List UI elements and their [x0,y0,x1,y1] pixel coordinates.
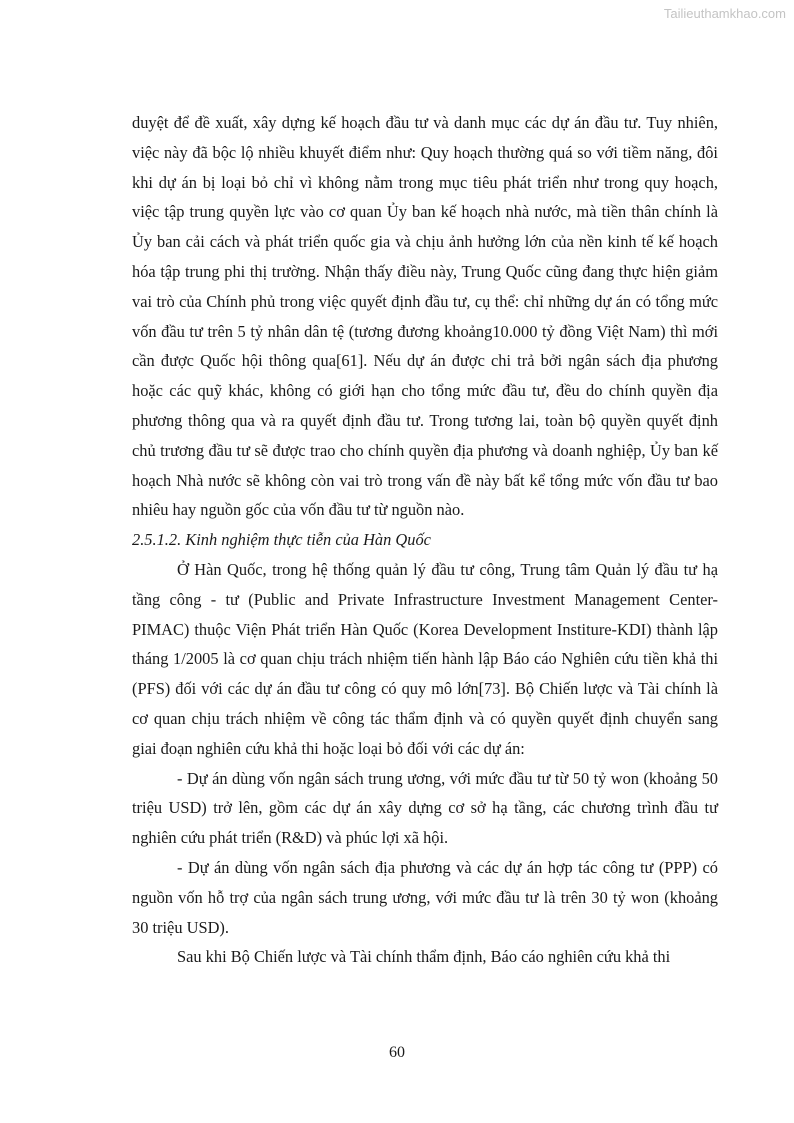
section-heading: 2.5.1.2. Kinh nghiệm thực tiễn của Hàn Quốc [132,530,431,550]
watermark-text: Tailieuthamkhao.com [663,6,786,21]
document-body [132,108,718,972]
page-number: 60 [389,1044,405,1061]
paragraph-bullet-local-budget: - Dự án dùng vốn ngân sách địa phương và các dự án hợp tác công tư (PPP) có nguồn vốn hỗ trợ của ngân sách trung ương, với mức đầu tư là trên 30 tỷ won (khoảng 30 triệu USD). [132,857,718,937]
paragraph-after-appraisal: Sau khi Bộ Chiến lược và Tài chính thẩm định, Báo cáo nghiên cứu khả thi [177,947,671,967]
paragraph-china-continued: duyệt để đề xuất, xây dựng kế hoạch đầu tư và danh mục các dự án đầu tư. Tuy nhiên, việc này đã bộc lộ nhiều khuyết điểm như: Quy hoạch thường quá so với tiềm năng, đôi khi dự án bị loại bỏ chỉ vì không nằm trong mục tiêu phát triển như trong quy hoạch, việc tập trung quyền lực vào cơ quan Ủy ban kế hoạch nhà nước, mà tiền thân chính là Ủy ban cải cách và phát triển quốc gia và chịu ảnh hưởng lớn của nền kinh tế kế hoạch hóa tập trung phi thị trường. Nhận thấy điều này, Trung Quốc cũng đang thực hiện giảm vai trò của Chính phủ trong việc quyết định đầu tư, cụ thể: chỉ những dự án có tổng mức vốn đầu tư trên 5 tỷ nhân dân tệ (tương đương khoảng10.000 tỷ đồng Việt Nam) thì mới cần được Quốc hội thông qua[61]. Nếu dự án được chi trả bởi ngân sách địa phương hoặc các quỹ khác, không có giới hạn cho tổng mức đầu tư, đều do chính quyền địa phương thông qua và ra quyết định đầu tư. Trong tương lai, toàn bộ quyền quyết định chủ trương đầu tư sẽ được trao cho chính quyền địa phương và doanh nghiệp, Ủy ban kế hoạch Nhà nước sẽ không còn vai trò trong vấn đề này bất kể tổng mức vốn đầu tư bao nhiêu hay nguồn gốc của vốn đầu tư từ nguồn nào. [132,113,718,520]
paragraph-bullet-central-budget: - Dự án dùng vốn ngân sách trung ương, với mức đầu tư từ 50 tỷ won (khoảng 50 triệu USD) trở lên, gồm các dự án xây dựng cơ sở hạ tầng, các chương trình đầu tư nghiên cứu phát triển (R&D) và phúc lợi xã hội. [132,768,718,848]
paragraph-korea-intro: Ở Hàn Quốc, trong hệ thống quản lý đầu tư công, Trung tâm Quản lý đầu tư hạ tầng công - tư (Public and Private Infrastructure Investment Management Center-PIMAC) thuộc Viện Phát triển Hàn Quốc (Korea Development Institure-KDI) thành lập tháng 1/2005 là cơ quan chịu trách nhiệm tiến hành lập Báo cáo Nghiên cứu tiền khả thi (PFS) đối với các dự án đầu tư công có quy mô lớn[73]. Bộ Chiến lược và Tài chính là cơ quan chịu trách nhiệm về công tác thẩm định và có quyền quyết định chuyển sang giai đoạn nghiên cứu khả thi hoặc loại bỏ đối với các dự án: [132,559,718,758]
